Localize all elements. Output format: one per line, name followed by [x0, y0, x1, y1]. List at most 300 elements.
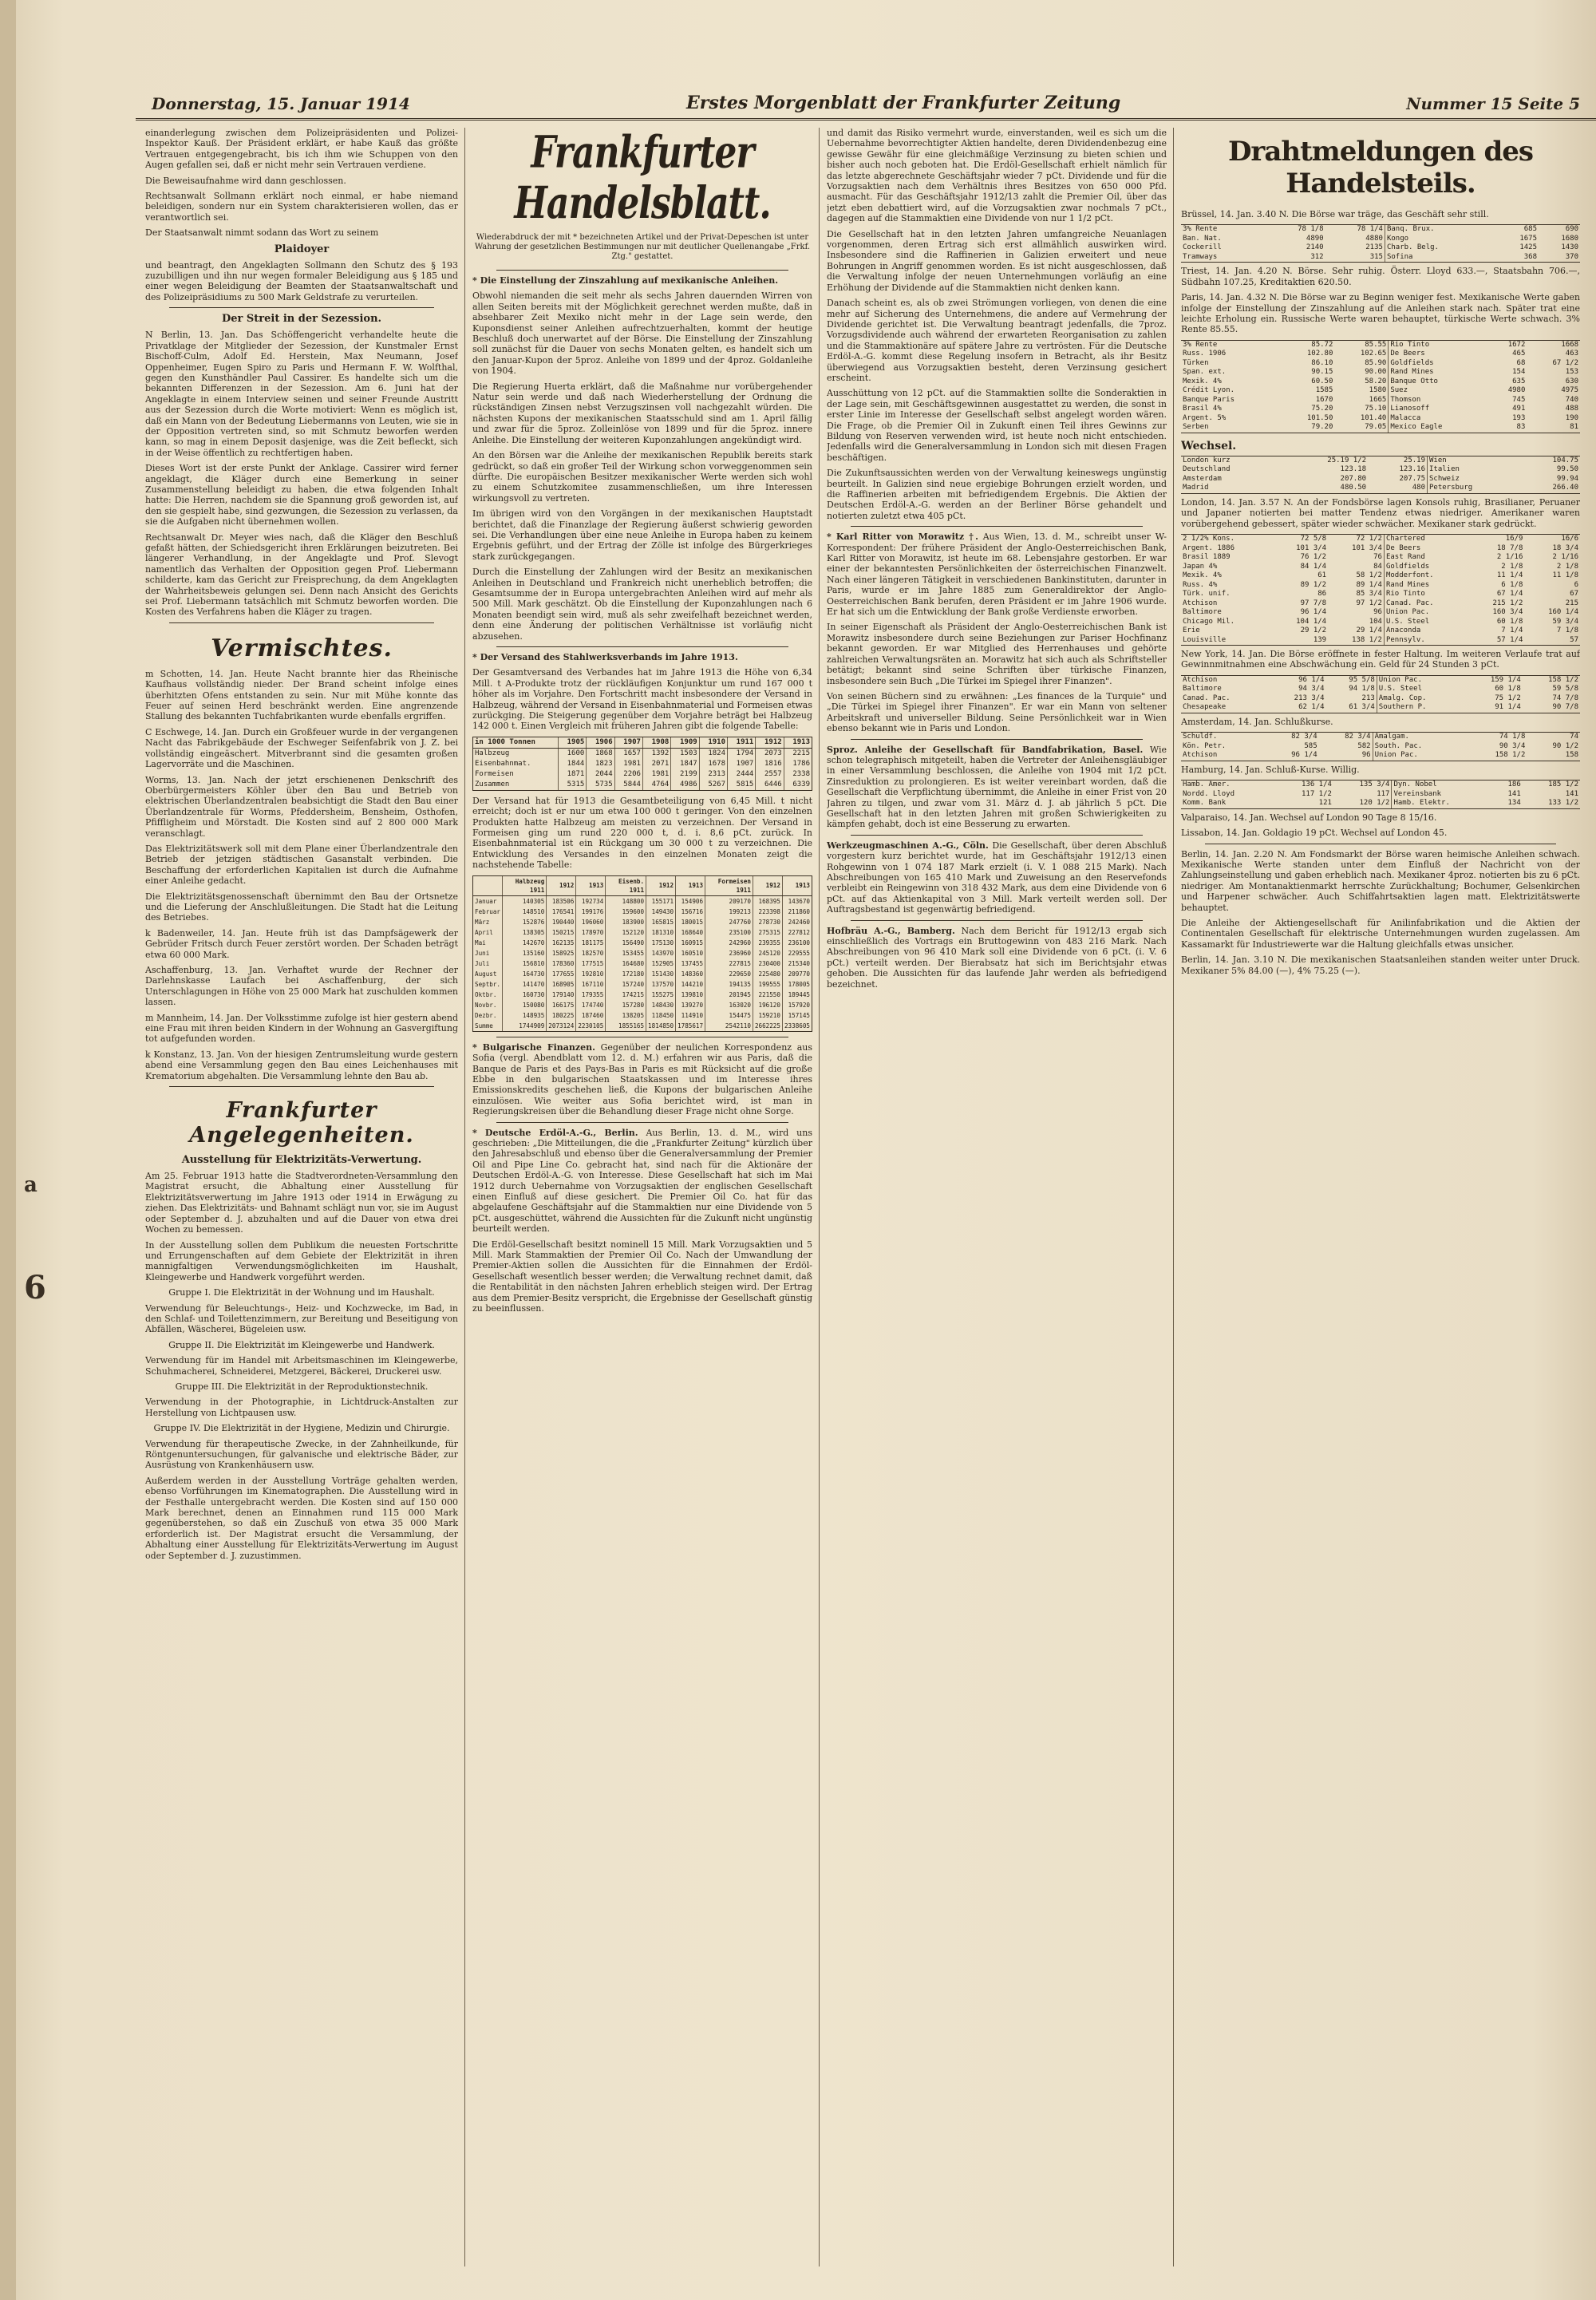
table-cell: 7 1/8	[1556, 626, 1578, 635]
table-header-row	[473, 876, 812, 896]
table-cell: 1585	[1315, 386, 1333, 395]
table-cell: 148360	[676, 969, 705, 979]
table-row	[1181, 790, 1580, 800]
article-heading: Sproz. Anleihe der Gesellschaft für Bandfabrikation, Basel.	[827, 744, 1144, 755]
table-cell: 90 7/8	[1552, 703, 1578, 712]
table-header-cell	[473, 876, 503, 896]
article-text: Aschaffenburg, 13. Jan. Verhaftet wurde der Rechner der Darlehnskasse Laufach bei Aschaffenburg, der sich Unterschlagungen in Höhe von 25 000 Mark hat zuschulden kommen lassen.	[145, 965, 458, 1008]
table-cell: 166175	[547, 1000, 576, 1010]
table-cell: 89 1/2	[1300, 580, 1327, 589]
table-cell: 141	[1507, 789, 1521, 798]
table-cell: 1680	[1561, 234, 1578, 243]
table-row	[473, 948, 812, 958]
table-cell: Sofina	[1385, 253, 1497, 263]
table-cell: Argent. 5%	[1183, 413, 1227, 422]
hamburg-quotes-table	[1181, 780, 1580, 809]
table-row	[1181, 368, 1580, 377]
table-cell: 239355	[753, 938, 782, 948]
table-cell: 1816	[756, 759, 784, 769]
table-cell: 2 1/2% Kons.	[1183, 535, 1235, 543]
table-cell: Rand Mines	[1389, 368, 1490, 377]
table-cell: Atchison	[1183, 751, 1218, 760]
table-row	[473, 1000, 812, 1010]
table-cell: 148800	[606, 895, 646, 907]
table-cell: 4986	[671, 780, 699, 790]
table-cell: 114910	[676, 1010, 705, 1021]
table-cell: 213 3/4	[1294, 694, 1325, 702]
table-cell: 245120	[753, 948, 782, 958]
article-heading: * Karl Ritter von Morawitz †.	[827, 532, 978, 543]
table-header-cell: 1905	[558, 737, 586, 749]
table-cell: 190	[1565, 413, 1578, 422]
table-row	[1181, 742, 1580, 752]
table-row	[1181, 484, 1580, 493]
table-cell: 207.75	[1399, 474, 1425, 483]
table-cell: Serben	[1183, 423, 1209, 432]
table-cell: 193	[1512, 413, 1526, 422]
drahtmeldungen-title: Drahtmeldungen des Handelsteils.	[1227, 136, 1534, 200]
amsterdam-quotes-table	[1181, 732, 1580, 761]
market-report: Brüssel, 14. Jan. 3.40 N. Die Börse war träge, das Geschäft sehr still.	[1181, 209, 1489, 219]
table-row	[1181, 733, 1580, 742]
table-cell: Mexico Eagle	[1389, 423, 1490, 433]
table-row	[1181, 475, 1580, 484]
market-report: New York, 14. Jan. Die Börse eröffnete in fester Haltung. Im weiteren Verlaufe trat auf Gewinnmitnahmen eine Abschwächung ein. Geld für 24 Stunden 3 pCt.	[1181, 649, 1580, 670]
table-cell: 2 1/16	[1496, 553, 1523, 562]
table-cell: 745	[1512, 395, 1526, 404]
table-cell: 134	[1507, 799, 1521, 808]
table-cell: 242960	[705, 938, 753, 948]
table-cell: 11 1/8	[1552, 571, 1578, 580]
article-text: Aus Wien, 13. d. M., schreibt unser W-Korrespondent: Der frühere Präsident der Anglo-Oesterreichischen Bank, Karl Ritter von Morawitz, ist heute im 68. Lebensjahre gestorben. Er war einer der bekanntesten Persönlichkeiten der österreichischen Finanzwelt. Nach einer längeren Tätigkeit in verschiedenen Bankinstituten, darunter in Paris, wurde er im Jahre 1885 zum Generaldirektor der Anglo-Oesterreichischen Bank berufen, deren Präsident er im Jahre 1906 wurde. Er hat sich um die Entwicklung der Bank große Verdienste erworben.	[827, 532, 1167, 618]
market-report: Lissabon, 14. Jan. Goldagio 19 pCt. Wechsel auf London 45.	[1181, 828, 1448, 839]
handelsblatt-title: Frankfurter Handelsblatt.	[514, 128, 771, 229]
market-report: Berlin, 14. Jan. 2.20 N. Am Fondsmarkt der Börse waren heimische Anleihen schwach. Mexikanische Werte standen unter dem Einfluß der Nachricht von der Zahlungseinstellung und gaben erheblich nach. Mexikaner 4proz. notierten bis zu 6 pCt. niedriger. Am Montanaktienmarkt herrschte Zurückhaltung; Bochumer, Gelsenkirchen und Harpener schwächer. Auch Schiffahrtsaktien lagen matt. Elektrizitätswerte behauptet.	[1181, 848, 1580, 913]
article-text: Die Elektrizitätsgenossenschaft übernimmt den Bau der Ortsnetze und die Lieferung der Anschlußleitungen. Die Stadt hat die Leitung des Betriebes.	[145, 891, 458, 923]
article-text: Worms, 13. Jan. Nach der jetzt erschienenen Denkschrift des Oberbürgermeisters Köhler über den Bau und Betrieb von elektrischen Überlandzentralen beabsichtigt die Stadt den Bau einer Überlandzentrale für Worms, Pfeddersheim, Bensheim, Osthofen, Pfiffligheim und Mörstadt. Die Kosten sind auf 2 800 000 Mark veranschlagt.	[145, 774, 458, 839]
table-row	[1181, 456, 1580, 466]
table-cell: Vereinsbank	[1392, 790, 1495, 800]
table-cell: 123.16	[1399, 465, 1425, 474]
table-cell: 143670	[782, 895, 812, 907]
table-cell: 99.50	[1556, 465, 1578, 474]
table-cell: Banque Paris	[1183, 395, 1235, 404]
table-cell: 223398	[753, 907, 782, 917]
article-text: Verwendung in der Photographie, in Lichtdruck-Anstalten zur Herstellung von Lichtpausen usw.	[145, 1397, 458, 1418]
table-header-row	[473, 737, 812, 749]
table-cell: 154	[1512, 368, 1526, 377]
table-cell: Petersburg	[1428, 484, 1522, 493]
table-cell: Hamb. Amer.	[1183, 780, 1231, 789]
article-text: Außerdem werden in der Ausstellung Vorträge gehalten werden, ebenso Vorführungen im Kinematographen. Die Ausstellung wird in der Festhalle untergebracht werden. Die Kosten sind auf 150 000 Mark berechnet, denen an Einnahmen rund 115 000 Mark gegenüberstehen, so daß ein Zuschuß von etwa 35 000 Mark erforderlich ist. Der Magistrat ersucht die Versammlung, der Abhaltung einer Ausstellung für Elektrizitäts-Verwertung im August oder September d. J. zuzustimmen.	[145, 1475, 458, 1561]
table-cell: Lianosoff	[1389, 405, 1490, 414]
table-cell: 74 1/8	[1499, 733, 1526, 741]
table-header-cell: 1912	[753, 876, 782, 896]
table-cell: 201945	[705, 990, 753, 1000]
column-rule	[464, 128, 465, 2266]
table-row	[1181, 553, 1580, 563]
table-cell: 1657	[614, 748, 642, 759]
article-text: Verwendung für therapeutische Zwecke, in der Zahnheilkunde, für Röntgenuntersuchungen, für galvanische und elektrische Bäder, zur Ausrüstung von Krankenhäusern usw.	[145, 1438, 458, 1471]
table-cell: 16/9	[1505, 535, 1523, 543]
table-cell: 78 1/4	[1357, 225, 1383, 234]
subheading-plaidoyer: Plaidoyer	[274, 243, 330, 255]
table-cell: 480	[1412, 484, 1425, 492]
table-cell: Erie	[1183, 626, 1200, 635]
table-cell: 82 3/4	[1345, 733, 1371, 741]
table-cell: 159 1/4	[1490, 675, 1521, 684]
article-text: Danach scheint es, als ob zwei Strömungen vorliegen, von denen die eine mehr auf Sicherung des Unternehmens, die andere auf Vermehrung der Dividende gerichtet ist. Die Verwaltung beantragt jedenfalls, die 7proz. Vorzugsdividende auch während der erwarteten Reorganisation zu zahlen und die Stammaktionäre auf spätere Jahre zu vertrösten. Für die Deutsche Erdöl-A.-G. kommt diese Regelung insofern in Betracht, als ihr Besitz überwiegend aus Vorzugsaktien besteht, deren Verzinsung gesichert erscheint.	[827, 298, 1167, 383]
table-cell: 211860	[782, 907, 812, 917]
table-cell: 6	[1574, 580, 1578, 589]
table-cell: 235100	[705, 927, 753, 938]
table-cell: 690	[1565, 225, 1578, 234]
table-cell: Atchison	[1183, 599, 1218, 607]
table-cell: Suez	[1389, 386, 1490, 396]
article-text: Obwohl niemanden die seit mehr als sechs Jahren dauernden Wirren von allen Seiten bereits mit der Möglichkeit gerechnet werden mußte, daß in absehbarer Zeit Mexiko nicht mehr in der Lage sein werde, den Kuponsdienst seiner Anleihen aufrechtzuerhalten, kommt der heutige Beschluß doch unerwartet auf der Börse. Die Einstellung der Zinszahlung soll zunächst für die Dauer von sechs Monaten gelten, es handelt sich um den Januar-Kupon der 5proz. Anleihe von 1899 und der 4proz. Goldanleihe von 1904.	[472, 290, 812, 377]
article-text: Die Erdöl-Gesellschaft besitzt nominell 15 Mill. Mark Vorzugsaktien und 5 Mill. Mark Stammaktien der Premier Oil Co. Nach der Umwandlung der Premier-Aktien sollen die Aussichten für die Einnahmen der Erdöl-Gesellschaft wesentlich besser werden; die Verwaltung rechnet damit, daß die Rentabilität in den nächsten Jahren erheblich steigen wird. Der Ertrag aus dem Premier-Besitz verspricht, die Ergebnisse der Gesellschaft günstig zu beeinflussen.	[472, 1239, 812, 1314]
divider	[496, 1122, 788, 1123]
table-row	[1181, 359, 1580, 369]
table-cell: 154475	[705, 1010, 753, 1021]
table-cell: 152876	[503, 917, 547, 927]
table-row	[473, 917, 812, 927]
table-header-cell: in 1000 Tonnen	[473, 737, 558, 749]
table-cell: Februar	[475, 907, 501, 915]
table-cell: 86.10	[1311, 358, 1333, 367]
table-row	[473, 958, 812, 969]
table-cell: 120 1/2	[1359, 799, 1390, 808]
table-cell: 4980	[1507, 386, 1526, 395]
table-cell: 181310	[646, 927, 676, 938]
article-text: Gruppe III. Die Elektrizität in der Reproduktionstechnik.	[175, 1381, 429, 1392]
table-header-cell: 1912	[646, 876, 676, 896]
table-cell: 1823	[587, 759, 614, 769]
table-cell: Juni	[475, 949, 490, 957]
market-report: Berlin, 14. Jan. 3.10 N. Die mexikanischen Staatsanleihen standen weiter unter Druck. Mexikaner 5% 84.00 (—), 4% 75.25 (—).	[1181, 954, 1580, 976]
table-cell: Juli	[475, 959, 490, 967]
table-cell: 94 3/4	[1298, 685, 1325, 694]
column-rule	[819, 128, 820, 2266]
table-cell: 177655	[547, 969, 576, 979]
table-cell: 630	[1565, 377, 1578, 385]
table-cell: Oktbr.	[475, 990, 497, 998]
table-cell: 136 1/4	[1302, 780, 1332, 789]
table-cell: 2557	[756, 769, 784, 780]
table-cell: 149430	[646, 907, 676, 917]
table-cell: U.S. Steel	[1384, 618, 1468, 627]
article-text: Die Gesellschaft, über deren Abschluß vorgestern kurz berichtet wurde, hat im Geschäftsjahr 1912/13 einen Rohgewinn von 1 074 187 Mark erzielt (i. V. 1 088 215 Mark). Nach Abschreibungen von 165 410 Mark und Zuweisung an den Reservefonds verbleibt ein Reingewinn von 318 432 Mark, aus dem eine Dividende von 6 pCt. auf das Aktienkapital von 3 Mill. Mark verteilt werden soll. Der Auftragsbestand ist gegenwärtig befriedigend.	[827, 840, 1167, 915]
table-row	[1181, 799, 1580, 808]
table-cell: 635	[1512, 377, 1526, 385]
table-cell: 150080	[503, 1000, 547, 1010]
table-row	[1181, 780, 1580, 790]
table-cell: 192810	[576, 969, 606, 979]
table-cell: 189445	[782, 990, 812, 1000]
article-text: einanderlegung zwischen dem Polizeipräsidenten und Polizei-Inspektor Kauß. Der Präsident erklärt, er habe Kauß das größte Vertrauen entgegengebracht, bis ich ihm wie Schuppen von den Augen gefallen sei, daß er nicht mehr sein Vertrauen verdiene.	[145, 128, 458, 171]
table-cell: 96 1/4	[1298, 675, 1325, 684]
table-cell: 2140	[1306, 243, 1324, 252]
table-cell: 174740	[576, 1000, 606, 1010]
article-text: Die Gesellschaft hat in den letzten Jahren umfangreiche Neuanlagen vorgenommen, deren Ertrag sich erst allmählich auswirken wird. Insbesondere sind die Raffinerien in Galizien erweitert und neue Bohrungen in Angriff genommen worden. Es ist nicht ausgeschlossen, daß die Verwaltung infolge der neuen Unternehmungen vorläufig an eine Erhöhung der Dividende auf die Stammaktien nicht denken kann.	[827, 228, 1167, 293]
table-cell: 96	[1361, 751, 1371, 760]
table-cell: Hamb. Elektr.	[1392, 799, 1495, 808]
table-cell: 4764	[642, 780, 670, 790]
table-cell: Malacca	[1389, 414, 1490, 424]
table-cell: 1678	[699, 759, 727, 769]
steel-shipments-table	[472, 737, 812, 791]
table-row	[1181, 676, 1580, 686]
table-row	[1181, 608, 1580, 618]
table-cell: 2206	[614, 769, 642, 780]
table-cell: Mai	[475, 939, 486, 946]
column-3	[827, 128, 1167, 2282]
table-cell: 5815	[728, 780, 756, 790]
table-cell: 194135	[705, 979, 753, 990]
margin-mark-number: 6	[24, 1269, 46, 1306]
table-cell: Zusammen	[475, 780, 510, 788]
table-cell: 7 1/4	[1501, 626, 1523, 635]
table-cell: 1665	[1369, 395, 1387, 404]
article-text: An den Börsen war die Anleihe der mexikanischen Republik bereits stark gedrückt, so daß ein großer Teil der Wirkung schon vorweggenommen sein dürfte. Die europäischen Besitzer mexikanischer Werte werden sich wohl zu einem Schutzkomitee zusammenschließen, um ihre Interessen wirkungsvoll zu vertreten.	[472, 450, 812, 504]
table-header-cell: 1907	[614, 737, 642, 749]
table-cell: 242460	[782, 917, 812, 927]
table-row	[1181, 465, 1580, 475]
article-text: m Mannheim, 14. Jan. Der Volksstimme zufolge ist hier gestern abend eine Frau mit ihren beiden Kindern in der Wohnung an Gasvergiftung tot aufgefunden worden.	[145, 1012, 458, 1045]
table-cell: Argent. 1886	[1183, 543, 1235, 552]
table-row	[1181, 377, 1580, 387]
table-cell: De Beers	[1389, 350, 1490, 359]
table-cell: 480.50	[1340, 484, 1367, 492]
monthly-shipments-table	[472, 875, 812, 1032]
table-cell: 1392	[642, 748, 670, 759]
table-cell: 177515	[576, 958, 606, 969]
table-cell: 1814850	[646, 1021, 676, 1031]
table-cell: 215340	[782, 958, 812, 969]
table-cell: 247760	[705, 917, 753, 927]
table-cell: Chartered	[1384, 535, 1468, 544]
table-cell: 2199	[671, 769, 699, 780]
table-cell: 141	[1565, 789, 1578, 798]
page-binding-edge	[0, 0, 16, 2300]
article-text: Nach dem Bericht für 1912/13 ergab sich einschließlich des Vortrags ein Bruttogewinn von 483 216 Mark. Nach Abschreibungen von 96 410 Mark soll eine Dividende von 6 pCt. (i. V. 6 pCt.) verteilt werden. Der Bierabsatz hat sich im Berichtsjahr etwas gehoben. Die Aussichten für das laufende Jahr werden als befriedigend bezeichnet.	[827, 925, 1167, 990]
table-cell: Wien	[1428, 456, 1522, 466]
table-cell: 2073124	[547, 1021, 576, 1031]
table-header-cell: Halbzeug 1911	[503, 876, 547, 896]
column-4	[1181, 128, 1580, 2282]
table-cell: Pennsylv.	[1384, 636, 1468, 646]
table-cell: Southern P.	[1377, 703, 1464, 713]
article-text: Der Versand hat für 1913 die Gesamtbeteiligung von 6,45 Mill. t nicht erreicht; doch ist er nur um etwa 100 000 t geringer. Von den einzelnen Produkten hatte Halbzeug am meisten zu verzeichnen. Der Versand in Formeisen ging um rund 220 000 t, d. i. 8,6 pCt. zurück. In Eisenbahnmaterial ist ein Rückgang um 30 000 t zu verzeichnen. Die Entwicklung des Versandes in den einzelnen Monaten zeigt die nachstehende Tabelle:	[472, 795, 812, 871]
table-cell: 207.80	[1340, 474, 1367, 483]
table-cell: 152905	[646, 958, 676, 969]
table-cell: 5735	[587, 780, 614, 790]
table-cell: 95 5/8	[1349, 675, 1375, 684]
market-report: Hamburg, 14. Jan. Schluß-Kurse. Willig.	[1181, 764, 1360, 775]
table-cell: 368	[1523, 252, 1538, 261]
table-row	[473, 759, 812, 769]
table-cell: Summe	[475, 1022, 493, 1029]
table-row	[1181, 685, 1580, 694]
table-cell: 150215	[547, 927, 576, 938]
table-header-cell: 1908	[642, 737, 670, 749]
paris-quotes-table	[1181, 340, 1580, 433]
table-cell: 157920	[782, 1000, 812, 1010]
table-cell: 225480	[753, 969, 782, 979]
table-cell: 61 3/4	[1349, 703, 1375, 712]
table-row	[1181, 751, 1580, 761]
table-cell: Goldfields	[1389, 359, 1490, 369]
table-cell: 1580	[1369, 386, 1387, 395]
table-row	[1181, 225, 1580, 235]
table-cell: 137570	[646, 979, 676, 990]
table-cell: 179140	[547, 990, 576, 1000]
header-date: Donnerstag, 15. Januar 1914	[152, 94, 410, 113]
table-cell: 180225	[547, 1010, 576, 1021]
table-cell: Amsterdam	[1183, 474, 1222, 483]
market-report: Paris, 14. Jan. 4.32 N. Die Börse war zu Beginn weniger fest. Mexikanische Werte gaben infolge der Einstellung der Zinszahlung auf die Anleihen stark nach. Später trat eine leichte Erholung ein. Russische Werte waren behauptet, türkische Werte schwach. 3% Rente 85.55.	[1181, 292, 1580, 335]
column-2	[472, 128, 812, 2282]
table-cell: Deutschland	[1183, 465, 1231, 474]
table-cell: 18 3/4	[1552, 543, 1578, 552]
table-cell: 117 1/2	[1302, 789, 1332, 798]
table-cell: Union Pac.	[1373, 751, 1466, 761]
table-cell: 25.19	[1403, 456, 1425, 464]
header-paper-name: Erstes Morgenblatt der Frankfurter Zeitung	[686, 93, 1121, 113]
table-cell: Kongo	[1385, 235, 1497, 244]
table-cell: 175130	[646, 938, 676, 948]
table-row	[1181, 386, 1580, 396]
table-cell: 181175	[576, 938, 606, 948]
table-cell: 60.50	[1311, 377, 1333, 385]
article-text: Der Staatsanwalt nimmt sodann das Wort zu seinem	[145, 227, 379, 239]
table-cell: 1786	[784, 759, 812, 769]
table-cell: 11 1/4	[1496, 571, 1523, 580]
table-cell: 4975	[1561, 386, 1578, 395]
table-cell: 159600	[606, 907, 646, 917]
article-text: N Berlin, 13. Jan. Das Schöffengericht verhandelte heute die Privatklage der Mitglieder der Sezession, der Kunstmaler Ernst Bischoff-Culm, Adolf Ed. Herstein, Max Neumann, Josef Oppenheimer, Eugen Spiro zu Paris und Hermann F. W. Wolfthal, gegen den Kunsthändler Paul Cassirer. Es handelte sich um die bekannten Differenzen in der Sezession. Am 6. Juni hat der Angeklagte in einem Interview seinen und seiner Freunde Austritt aus der Sezession durch die Worte motiviert: Wenn es möglich ist, daß ein Mann von der Bedeutung Liebermanns von Leuten, wie sie in der Opposition vertreten sind, so mit Schmutz beworfen werden kann, so mag in einem Deposit dasjenige, was die Zeit befleckt, sich in der Weise öffentlich zu rechtfertigen haben.	[145, 330, 458, 458]
table-cell: 1668	[1561, 340, 1578, 349]
table-cell: 196120	[753, 1000, 782, 1010]
table-cell: 2313	[699, 769, 727, 780]
table-row	[1181, 235, 1580, 244]
table-cell: 90.15	[1311, 368, 1333, 377]
table-cell: 60 1/8	[1495, 685, 1521, 694]
table-cell: 90 3/4	[1499, 741, 1526, 750]
table-cell: 1425	[1519, 243, 1538, 252]
table-cell: Atchison	[1183, 675, 1218, 684]
table-cell: 190440	[547, 917, 576, 927]
table-cell: 99.94	[1556, 474, 1578, 483]
table-cell: 75 1/2	[1495, 694, 1521, 702]
newyork-quotes-table	[1181, 675, 1580, 713]
table-cell: 101.40	[1360, 413, 1387, 422]
table-cell: 18 7/8	[1496, 543, 1523, 552]
article-heading: * Deutsche Erdöl-A.-G., Berlin.	[472, 1127, 638, 1138]
table-cell: 186	[1507, 780, 1521, 789]
table-cell: 370	[1565, 252, 1578, 261]
table-cell: 199555	[753, 979, 782, 990]
table-cell: 91 1/4	[1495, 703, 1521, 712]
table-cell: 102.65	[1360, 350, 1387, 358]
table-header-cell: 1906	[587, 737, 614, 749]
wechsel-heading: Wechsel.	[1181, 439, 1237, 452]
article-text: Ausschüttung von 12 pCt. auf die Stammaktien sollte die Sonderaktien in der Lage sein, mit Geschäftsgewinnen ausgestattet zu werden, die sonst in erster Linie im Interesse der Gesellschaft selbst angelegt worden wären. Die Frage, ob die Premier Oil in Zukunft einen Teil ihres Gewinns zur Bildung von Reserven verwenden wird, ist heute noch nicht entschieden. Jedenfalls wird die Generalversammlung in London sich mit diesen Fragen beschäftigen.	[827, 388, 1167, 463]
table-cell: 183900	[606, 917, 646, 927]
table-cell: 167110	[576, 979, 606, 990]
table-cell: Mexik. 4%	[1183, 571, 1222, 580]
article-text: Dieses Wort ist der erste Punkt der Anklage. Cassirer wird ferner angeklagt, die Kläger durch eine Bemerkung in seiner Zusammenstellung beleidigt zu haben, die etwa folgenden Inhalt hatte: Die Herren, nachdem sie die Spannung groß geworden ist, auf den sie gespielt habe, sind gezwungen, die Sezession zu verlassen, da sie die Aufgaben nicht übernehmen wollen.	[145, 463, 458, 528]
section-title-vermischtes: Vermischtes.	[211, 634, 393, 662]
table-cell: 168640	[676, 927, 705, 938]
article-heading: Hofbräu A.-G., Bamberg.	[827, 925, 955, 936]
table-cell: 59 5/8	[1552, 685, 1578, 694]
table-cell: 90.00	[1365, 368, 1387, 377]
table-cell: 85.72	[1311, 340, 1333, 349]
table-cell: 76 1/2	[1300, 553, 1327, 562]
table-row	[473, 969, 812, 979]
margin-mark: a	[24, 1173, 38, 1197]
table-cell: Schuldf.	[1183, 733, 1218, 741]
table-header-cell: 1912	[756, 737, 784, 749]
table-cell: Novbr.	[475, 1001, 497, 1009]
table-cell: 58.20	[1365, 377, 1387, 385]
table-cell: 215 1/2	[1492, 599, 1523, 607]
table-row	[473, 938, 812, 948]
divider	[169, 1086, 434, 1087]
table-cell: 160 1/4	[1548, 608, 1578, 617]
table-cell: 1600	[558, 748, 586, 759]
table-header-cell: 1913	[782, 876, 812, 896]
table-header-cell: 1913	[676, 876, 705, 896]
table-cell: 6446	[756, 780, 784, 790]
article-text: Die Zukunftsaussichten werden von der Verwaltung keineswegs ungünstig beurteilt. In Galizien sind neue ergiebige Bohrungen erzielt worden, und die Raffinerien arbeiten mit befriedigendem Ergebnis. Die Aktien der Deutschen Erdöl-A.-G. werden an der Berliner Börse gehandelt und notierten zuletzt etwa 405 pCt.	[827, 468, 1167, 521]
table-cell: 582	[1357, 741, 1371, 750]
article-text: Verwendung für im Handel mit Arbeitsmaschinen im Kleingewerbe, Schuhmacherei, Schneiderei, Metzgerei, Bäckerei, Druckerei usw.	[145, 1355, 458, 1377]
table-cell: 740	[1565, 395, 1578, 404]
table-cell: 133 1/2	[1548, 799, 1578, 808]
table-cell: 2 1/8	[1556, 562, 1578, 571]
table-cell: 104 1/4	[1296, 617, 1327, 626]
table-cell: Canad. Pac.	[1384, 599, 1468, 609]
table-cell: 29 1/4	[1356, 626, 1382, 635]
article-text: Der Gesamtversand des Verbandes hat im Jahre 1913 die Höhe von 6,34 Mill. t A-Produkte trotz der rückläufigen Konjunktur um rund 167 000 t höher als im Vorjahre. Den Fortschritt macht insbesondere der Versand in Halbzeug, während der Versand in Eisenbahnmaterial und Formeisen etwas zurückging. Die Steigerung gegenüber dem Vorjahre beträgt bei Halbzeug 142 000 t. Einen Vergleich mit früheren Jahren gibt die folgende Tabelle:	[472, 667, 812, 732]
table-cell: London kurz	[1183, 456, 1231, 464]
header-page-number: Nummer 15 Seite 5	[1406, 94, 1580, 113]
table-cell: 62 1/4	[1298, 703, 1325, 712]
table-cell: 162135	[547, 938, 576, 948]
table-cell: 118450	[646, 1010, 676, 1021]
table-cell: 1785617	[676, 1021, 705, 1031]
article-heading: * Bulgarische Finanzen.	[472, 1041, 595, 1053]
table-cell: 154906	[676, 895, 705, 907]
table-cell: 74 7/8	[1552, 694, 1578, 702]
table-cell: Schweiz	[1428, 475, 1522, 484]
table-cell: 199176	[576, 907, 606, 917]
table-cell: 3% Rente	[1183, 225, 1218, 234]
table-cell: 158 1/2	[1548, 675, 1578, 684]
london-quotes-table	[1181, 534, 1580, 646]
table-cell: 1744909	[503, 1021, 547, 1031]
table-row	[1181, 703, 1580, 713]
article-text: Von seinen Büchern sind zu erwähnen: „Les finances de la Turquie" und „Die Türkei im Spiegel ihrer Finanzen". Er war ein Mann von seltener Arbeitskraft und universeller Bildung. Seine Persönlichkeit war in Wien ebenso bekannt wie in Paris und London.	[827, 690, 1167, 734]
table-row	[473, 895, 812, 907]
table-cell: 2542110	[705, 1021, 753, 1031]
table-cell: Italien	[1428, 465, 1522, 475]
table-cell: 3% Rente	[1183, 340, 1218, 349]
article-text: und beantragt, den Angeklagten Sollmann den Schutz des § 193 zuzubilligen und ihn nur wegen formaler Beleidigung aus § 185 und einer wegen Beleidigung der Beamten der Staatsanwaltschaft und des Polizeipräsidiums zu 500 Mark Geldstrafe zu verurteilen.	[145, 259, 458, 302]
table-cell: Thomson	[1389, 396, 1490, 405]
